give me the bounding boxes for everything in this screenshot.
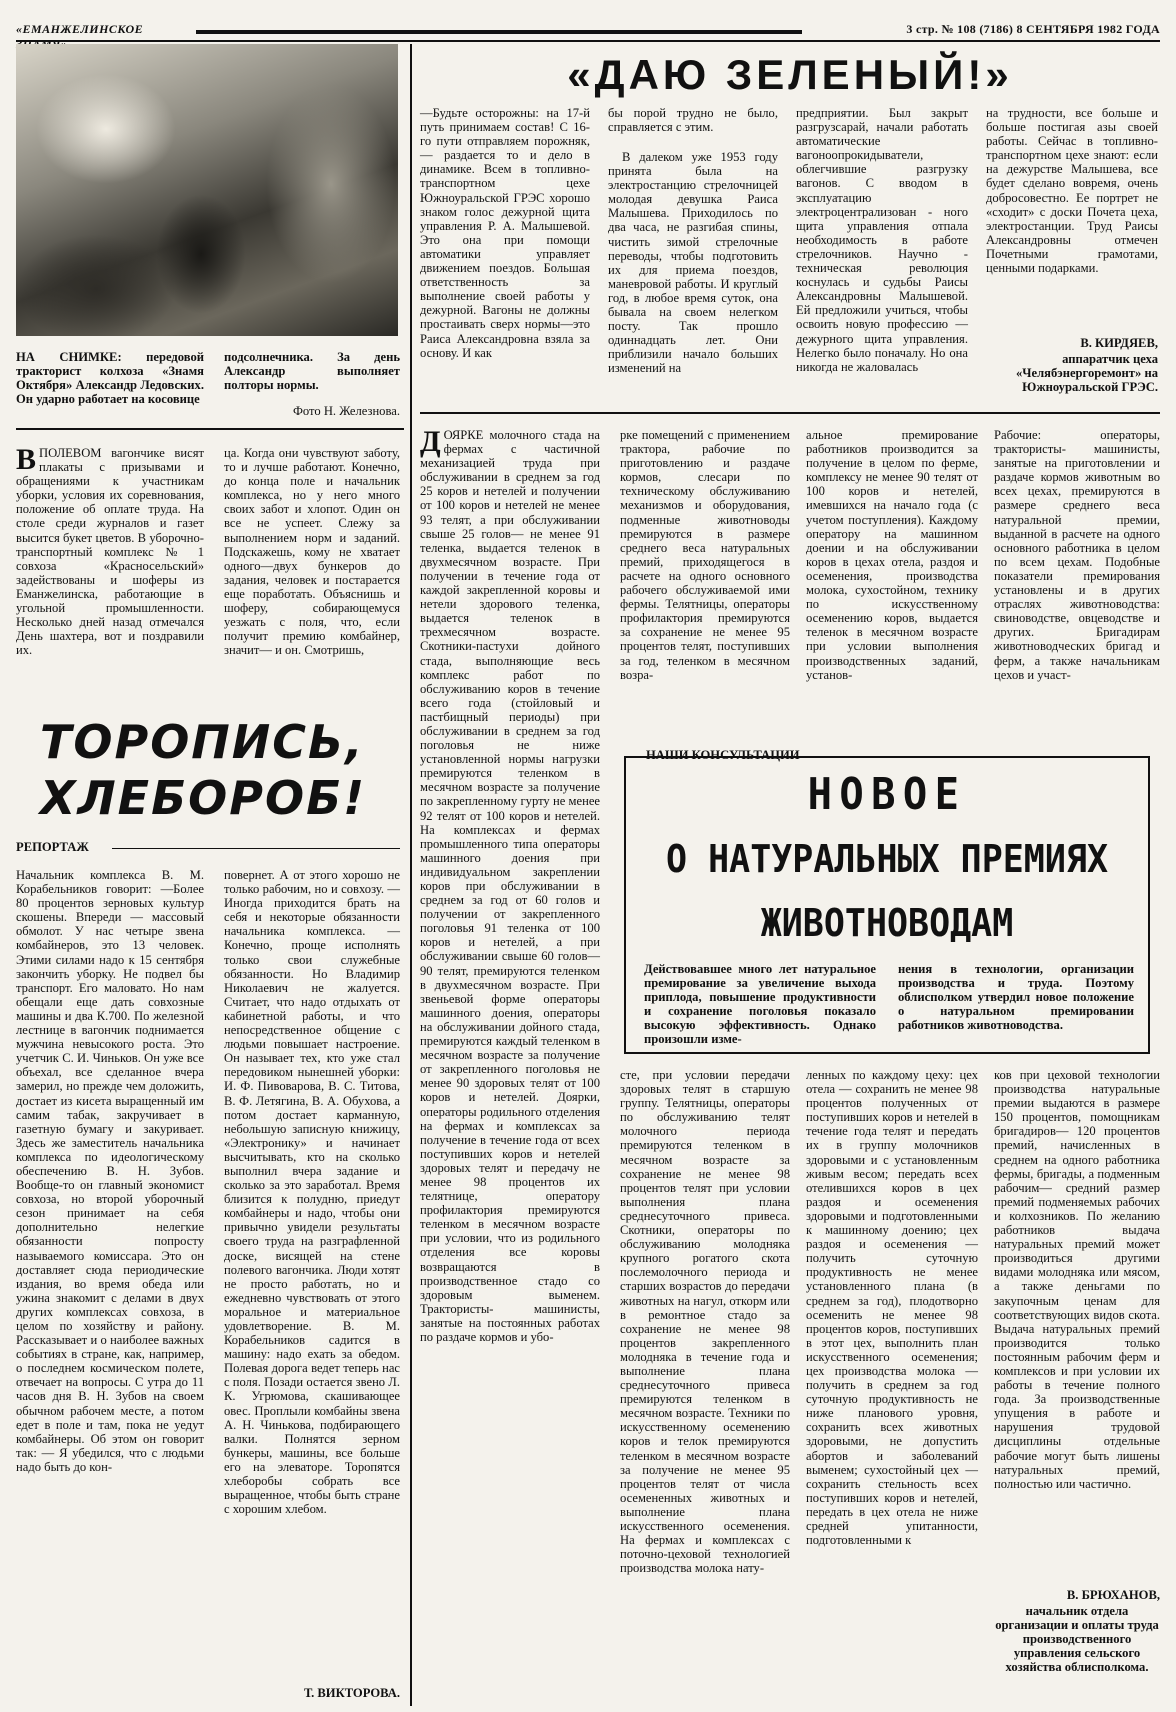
dayu-col-4: на трудности, все больше и больше постигая азы своей работы. Сейчас в топливно-транспортном цехе знают: если на дежурстве Малышева, все будет сделано вовремя, очень добросовестно. Ее портрет не «сходит» с доски Почета цеха, электростанции. Труд Раисы Александровны отмечен Почетными грамотами, ценными подарками.	[986, 106, 1158, 276]
report-col-1-text: ПОЛЕВОМ вагончике висят плакаты с призывами и обращениями к участникам уборки, условия их соревнования, положение об оплате труда. На столе среди журналов и газет высится букет цветов. В уборочно- транспортный комплекс № 1 совхоза «Красносельский» задействованы и шоферы из Еманжелинска, работающие в угольной промышленности. Несколько дней назад отмечался День шахтера, вот и поздравили их.	[16, 446, 204, 658]
premii-lead-a: Действовавшее много лет натуральное премирование за увеличение выхода приплода, повышение продуктивности и сохранение поголовья показало высокую эффективность. Однако произошли изме-	[644, 962, 876, 1047]
report-signature: Т. ВИКТОРОВА.	[303, 1686, 400, 1700]
premii-title-line-1: НОВОЕ	[807, 769, 967, 820]
photo-foliage	[266, 84, 396, 284]
report-col-3: Начальник комплекса В. М. Корабельников говорит: —Более 80 процентов зерновых культур скошены. Впереди — массовый обмолот. У нас четыре звена комбайнеров, это 13 человек. Этими силами надо к 15 сентября закончить уборку. Не подвел бы транспорт. Его маловато. Но нам обещали еще дать совхозные машины и два К.700. По железной лестнице в вагончик поднимается мужчина невысокого роста. Это учетчик С. И. Чиньков. Он уже все объехал, все сделанное вчера замерил, но прежде чем доложить, достает из кисета выращенный им самим табак, закручивает в газетную бумагу и закуривает. Здесь же заместитель начальника комплекса по идеологическому обеспечению В. Н. Зубов. Вообще-то он главный экономист совхоза, но второй уборочный сезон принимает на себя дополнительно нелегкие обязанности попросту называемого комиссара. Это он доставляет сюда периодические издания, во время обеда или ужина знакомит с делами в двух других комплексах совхоза, в целом по хозяйству и району. Рассказывает и о наиболее важных событиях в стране, как, например, о последнем космическом полете, отвечает на вопросы. С утра до 11 часов дня В. Н. Зубов на своем обычном рабочем месте, а потом едет в поле и там, пока не уедут комбайнеры. Об этом он говорит так: — Я убедился, что с людьми надо быть до кон-	[16, 868, 204, 1474]
photo-caption-a: НА СНИМКЕ: передовой тракторист колхоза «Знамя Октября» Александр Ледовских. Он ударно работает на косовице	[16, 350, 204, 407]
header-rule	[196, 30, 802, 34]
report-col-1	[16, 443, 204, 658]
report-dropcap: В	[16, 443, 37, 476]
photo-tractorist	[16, 44, 398, 336]
photo-credit: Фото Н. Железнова.	[292, 404, 400, 418]
premii-lead-b: нения в технологии, организации производства и труда. Поэтому облисполком утвердил новое положение о натуральном премировании работников животноводства.	[898, 962, 1134, 1033]
premii-title-line-2: О НАТУРАЛЬНЫХ ПРЕМИЯХ	[665, 837, 1109, 881]
premii-col-b3: ков при цеховой технологии производства натуральные премии выдаются в размере 150 процентов, помощникам бригадиров— 120 процентов премий, начисленных в среднем на одного работника фермы, бригады, а подменным рабочим— средний размер премий подменяемых рабочих и колхозников. По желанию работников выдача натуральных премий может производиться другими видами молодняка или мясом, а также деньгами по закупочным ценам для соответствующих видов скота. Выдача натуральных премий производится только постоянным рабочим ферм и комплексов и при условии их работы в течение полного года. За производственные упущения в работе и нарушения трудовой дисциплины отдельные рабочие могут быть лишены натуральных премий, полностью или частично.	[994, 1068, 1160, 1491]
article-title-dayu: «ДАЮ ЗЕЛЕНЫЙ!»	[567, 51, 1013, 98]
report-col-2: ца. Когда они чувствуют заботу, то и лучше работают. Конечно, до конца поле и начальник комплекса, но у него много своих забот и хлопот. Один он все не успеет. Слежу за выполнением норм и заданий. Подскажешь, кому не хватает одного—двух бункеров до задания, человек и постарается еще поработать. Объяснишь и шоферу, собирающемуся уезжать с поля, что, если получит премию комбайнер, значит— и он. Смотришь,	[224, 446, 400, 658]
premii-col-1	[420, 425, 600, 1344]
dayu-col-1: —Будьте осторожны: на 17-й путь принимаем состав! С 16-го пути отправляем порожняк,— раздается то и дело в динамике. Всем в топливно- транспортном цехе Южноуральской ГРЭС хорошо знаком голос дежурной щита управления Р. А. Малышевой. Это она при помощи автоматики управляет движением поездов. Большая ответственность за выполнение своей работы у дежурной. Вагоны не должны простаивать сверх нормы—это Раиса Александровна взяла за основу. И как	[420, 106, 590, 360]
dayu-col-3: предприятии. Был закрыт разгрузсарай, начали работать автоматические вагоноопрокидыватели, облегчившие разгрузку вагонов. С вводом в эксплуатацию электроцентрализован - ного щита управления отпала необходимость в работе стрелочников. Научно - техническая революция коснулась и судьбы Раисы Александровны Малышевой. Ей предложили учиться, чтобы освоить новую профессию —дежурного щита управления. Нелегко было поначалу. Но она никогда не жаловалась	[796, 106, 968, 374]
dayu-signature: В. КИРДЯЕВ,	[1080, 336, 1158, 350]
premii-signature: В. БРЮХАНОВ,	[1066, 1588, 1160, 1602]
premii-col-b1: сте, при условии передачи здоровых телят в старшую группу. Телятницы, операторы по обслуживанию телят молочного периода премируются теленком в месячном возрасте за сохранение не менее 98 процентов телят при условии выполнения плана среднесуточного привеса. Скотники, операторы по обслуживанию молодняка крупного рогатого скота послемолочного периода и старших возрастов до передачи животных на нагул, откорм или в ремонтное стадо за сохранение не менее 98 процентов закрепленного молодняка в течение года и выполнение плана среднесуточного привеса премируются теленком в месячном возрасте. Техники по искусственному осеменению коров и телок премируются теленком в месячном возрасте за получение не менее 95 процентов телят от числа осемененных животных и выполнение плана искусственного осеменения. На фермах и комплексах с поточно-цеховой технологией производства молока нату-	[620, 1068, 790, 1576]
premii-col-b2: ленных по каждому цеху: цех отела — сохранить не менее 98 процентов полученных от поступивших коров и нетелей в течение года телят и передать их в группу молочников здоровыми и с установленным живым весом; передать всех отелившихся коров в цех раздоя и осеменения здоровыми и подготовленными к машинному доению; цех раздоя и осеменения — получить суточную продуктивность не менее установленного плана (в среднем за год), плодотворно осеменить не менее 98 процентов коров, поступивших в этот цех, выполнить план искусственного осеменения; цех производства молока — получить в среднем за год суточную продуктивность не ниже планового уровня, сохранить всех животных здоровыми, не допустить абортов и заболеваний выменем; сухостойный цех — сохранить стельность всех поступивших коров и нетелей, передать в цех отела не ниже средней упитанности, подготовленными к	[806, 1068, 978, 1548]
rubric-rule	[112, 848, 400, 849]
slogan-line-2: ХЛЕБОРОБ!	[40, 771, 367, 825]
report-col-4: повернет. А от этого хорошо не только рабочим, но и совхозу. —Иногда приходится брать на себя и некоторые обязанности начальника комплекса. —Конечно, проще исполнять только свои служебные обязанности. Но Владимир Николаевич не жалуется. Считает, что надо отдыхать от кабинетной работы, и что непосредственное общение с людьми повышает настроение. Он называет тех, кто уже стал передовиком нынешней уборки: И. Ф. Пивоварова, В. С. Титова, В. Ф. Летягина, В. А. Обухова, а потом достает карманную, небольшую записную книжицу, «Электронику» и начинает высчитывать, кто на сколько выполнил вчера задание и сколько за это заработал. Время близится к полудню, приедут комбайнеры и надо, чтобы они привычно увидели результаты своего труда на разграфленной доске, висящей на стене полевого вагончика. Люди хотят не просто работать, но и ежедневно чувствовать от этого моральное и материальное удовлетворение. В. М. Корабельников садится в машину: надо ехать за обедом. Полевая дорога ведет теперь нас с поля. Позади остается звено Л. К. Угрюмова, скашивающее овес. Проплыли комбайны звена А. Н. Чинькова, подбирающего валки. Полнятся зерном бункеры, машины, все больше его на элеваторе. Торопятся хлеборобы собрать все выращенное, чтобы быть стране с хорошим хлебом.	[224, 868, 400, 1517]
premii-title-line-3: ЖИВОТНОВОДАМ	[760, 901, 1014, 945]
dayu-bottom-rule	[420, 412, 1160, 414]
dayu-col-2b	[608, 150, 778, 376]
issue-line: 3 стр. № 108 (7186) 8 СЕНТЯБРЯ 1982 ГОДА	[906, 22, 1160, 36]
premii-col-1-text: ОЯРКЕ молочного стада на фермах с частичной механизацией труда при обслуживании в среднем за год 25 коров и нетелей и получении от 100 коров и нетелей не менее 93 телят, а при обслуживании свыше 25 голов— не менее 91 теленка, выдается теленок в двухмесячном возрасте. При получении в течение года от каждой закрепленной коровы и нетели здорового теленка, выдается теленок в трехмесячном возрасте. Скотники-пастухи дойного стада, выполняющие весь комплекс работ по обслуживанию коров в течение всего года (стойловый и пастбищный периоды) при обслуживании в среднем за год поголовья не ниже установленной нормы нагрузки премируются теленком в месячном возрасте за получение по закрепленному гурту не менее 92 телят от 100 коров и нетелей. На комплексах и фермах промышленного типа операторы машинного доения при индивидуальном закреплении коров при обслуживании в среднем за год от 60 голов и получении от закрепленного поголовья 91 теленка от 100 коров и нетелей, а при обслуживании свыше 60 голов— 90 телят, премируются теленком в двухмесячном возрасте. При звеньевой форме операторы машинного доения, операторы на обслуживании дойного стада, премируются каждый теленком в месячном возрасте за получение от закрепленного поголовья не менее 90 здоровых телят от 100 коров и нетелей. Доярки, операторы родильного отделения на фермах и комплексах за получение в течение года от всех поступивших коров и нетелей здоровых телят и передачу не менее 98 процентов их телятнице, оператору профилактория премируются теленком в месячном возрасте при условии, что из родильного отделения все коровы возвращаются в производственное стадо со здоровым выменем. Трактористы- машинисты, занятые на постоянных работах по раздаче кормов и убо-	[420, 428, 600, 1344]
photo-highlight	[36, 74, 176, 184]
premii-dropcap: Д	[420, 425, 441, 458]
dayu-col-2a: бы порой трудно не было, справляется с этим.	[608, 106, 778, 135]
slogan-line-1: ТОРОПИСЬ,	[40, 715, 365, 769]
report-rubric: РЕПОРТАЖ	[16, 840, 89, 854]
photo-leaves	[16, 234, 176, 336]
photo-bottom-rule	[16, 428, 404, 430]
dayu-col-2b-text: В далеком уже 1953 году принята была на электростанцию стрелочницей молодая девушка Раиса Малышева. Приходилось по два часа, не разгибая спины, чистить зимой стрелочные переводы, чтобы подготовить их для приема поездов, маневровой работы. И круглый год, в любое время суток, она бывала на своем нелегком посту. Так прошло одиннадцать лет. Они приблизили начало больших изменений на	[608, 150, 778, 376]
photo-caption-b: подсолнечника. За день Александр выполняет полторы нормы.	[224, 350, 400, 393]
column-divider	[410, 44, 412, 1706]
premii-rubric: НАШИ КОНСУЛЬТАЦИИ	[646, 748, 800, 762]
dayu-signature-role: аппаратчик цеха «Челябэнергоремонт» на Южноуральской ГРЭС.	[1015, 352, 1158, 395]
premii-signature-role: начальник отдела организации и оплаты труда производственного управления сельского хозяйства облисполкома.	[995, 1604, 1159, 1675]
masthead: «ЕМАНЖЕЛИНСКОЕ	[16, 22, 144, 36]
premii-col-2: рке помещений с применением трактора, рабочие по приготовлению и раздаче кормов, слесари по техническому обслуживанию механизмов и оборудования, подменные животноводы премируются в размере среднего веса натуральных премий, приходящегося в расчете на одного основного рабочего обслуживаемой ими фермы. Телятницы, операторы профилактория премируются за сохранение не менее 95 процентов телят, поступивших за год, теленком в месячном возра-	[620, 428, 790, 682]
header-underline	[16, 40, 1160, 42]
premii-col-3: альное премирование работников производится за получение в целом по ферме, комплексу не менее 90 телят от 100 коров и нетелей, имевшихся на начало года (с учетом поступления). Каждому оператору на машинном доении и на обслуживании коров в цехах отела, раздоя и осеменения, производства молока, сухостойном, технику по искусственному осеменению коров, выдается теленок в месячном возрасте при условии выполнения производственных заданий, установ-	[806, 428, 978, 682]
premii-col-4: Рабочие: операторы, трактористы- машинисты, занятые на приготовлении и раздаче кормов животным во всех цехах, премируются в размере среднего веса натуральной премии, выданной в расчете на одного основного работника в целом по всем цехам. Подобные показатели премирования установлены и в других отраслях животноводства: свиноводстве, овцеводстве и других. Бригадирам животноводческих бригад и ферм, а также начальникам цехов и участ-	[994, 428, 1160, 682]
